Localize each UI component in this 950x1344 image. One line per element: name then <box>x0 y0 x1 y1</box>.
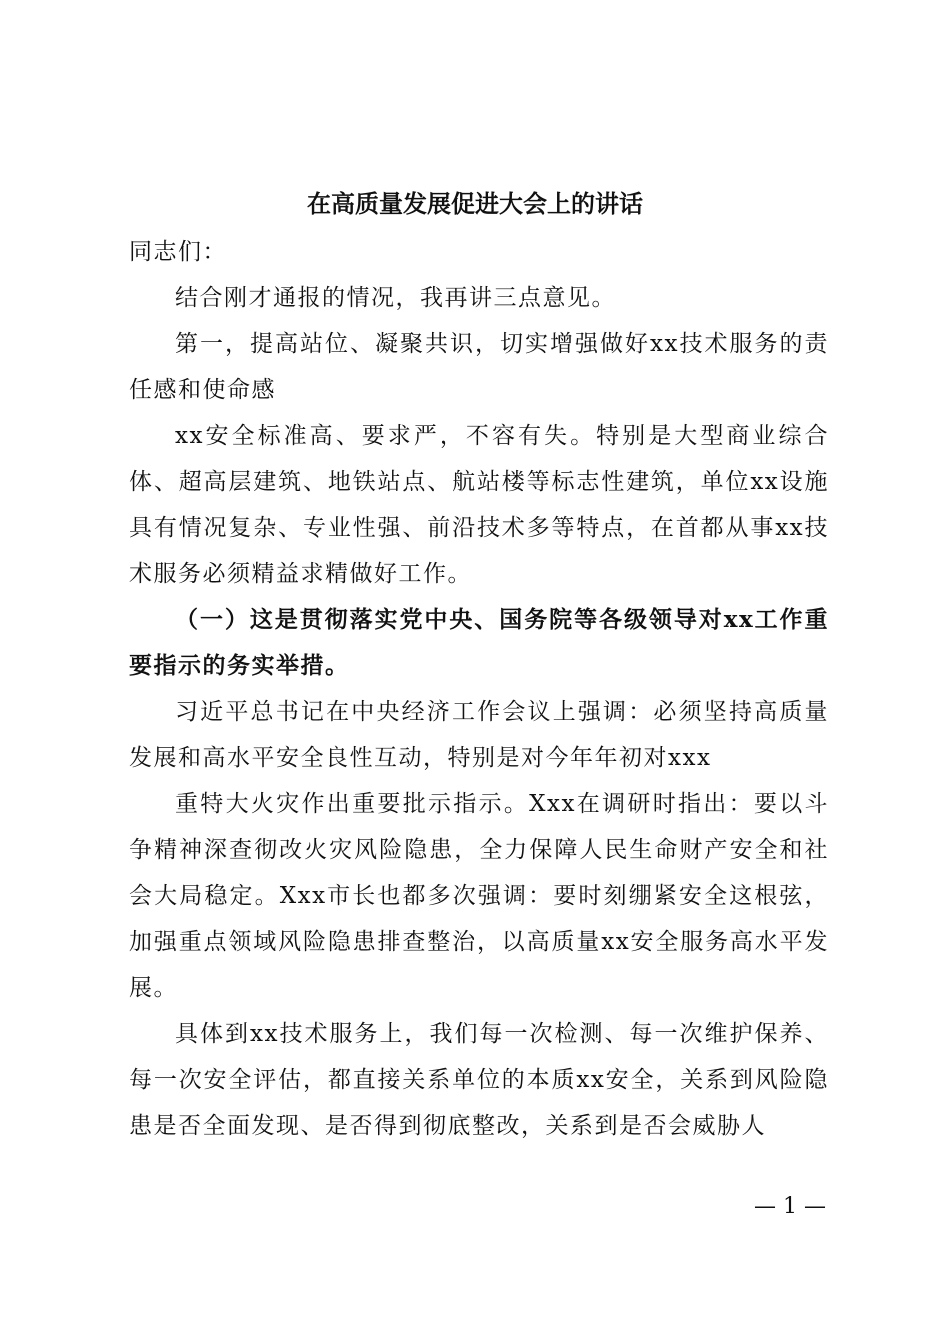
document-body <box>129 229 829 1149</box>
page-number: — 1 — <box>754 1194 826 1219</box>
paragraph-xi-speech: 习近平总书记在中央经济工作会议上强调：必须坚持高质量发展和高水平安全良性互动，特别是对今年年初对xxx <box>129 699 829 771</box>
paragraph-safety-standards: xx安全标准高、要求严，不容有失。特别是大型商业综合体、超高层建筑、地铁站点、航站楼等标志性建筑，单位xx设施具有情况复杂、专业性强、前沿技术多等特点，在首都从事xx技术服务必须精益求精做好工作。 <box>129 423 829 587</box>
subheading-one: （一）这是贯彻落实党中央、国务院等各级领导对xx工作重要指示的务实举措。 <box>129 606 829 679</box>
page-title: 在高质量发展促进大会上的讲话 <box>307 189 643 218</box>
paragraph-point-one: 第一，提高站位、凝聚共识，切实增强做好xx技术服务的责任感和使命感 <box>129 331 829 403</box>
salutation: 同志们： <box>129 239 227 265</box>
paragraph-instructions: 重特大火灾作出重要批示指示。Xxx在调研时指出：要以斗争精神深查彻改火灾风险隐患，全力保障人民生命财产安全和社会大局稳定。Xxx市长也都多次强调：要时刻绷紧安全这根弦，加强重点领域风险隐患排查整治，以高质量xx安全服务高水平发展。 <box>129 791 829 1001</box>
paragraph-technical-service: 具体到xx技术服务上，我们每一次检测、每一次维护保养、每一次安全评估，都直接关系单位的本质xx安全，关系到风险隐患是否全面发现、是否得到彻底整改，关系到是否会威胁人 <box>129 1021 829 1139</box>
paragraph-intro: 结合刚才通报的情况，我再讲三点意见。 <box>175 285 616 311</box>
